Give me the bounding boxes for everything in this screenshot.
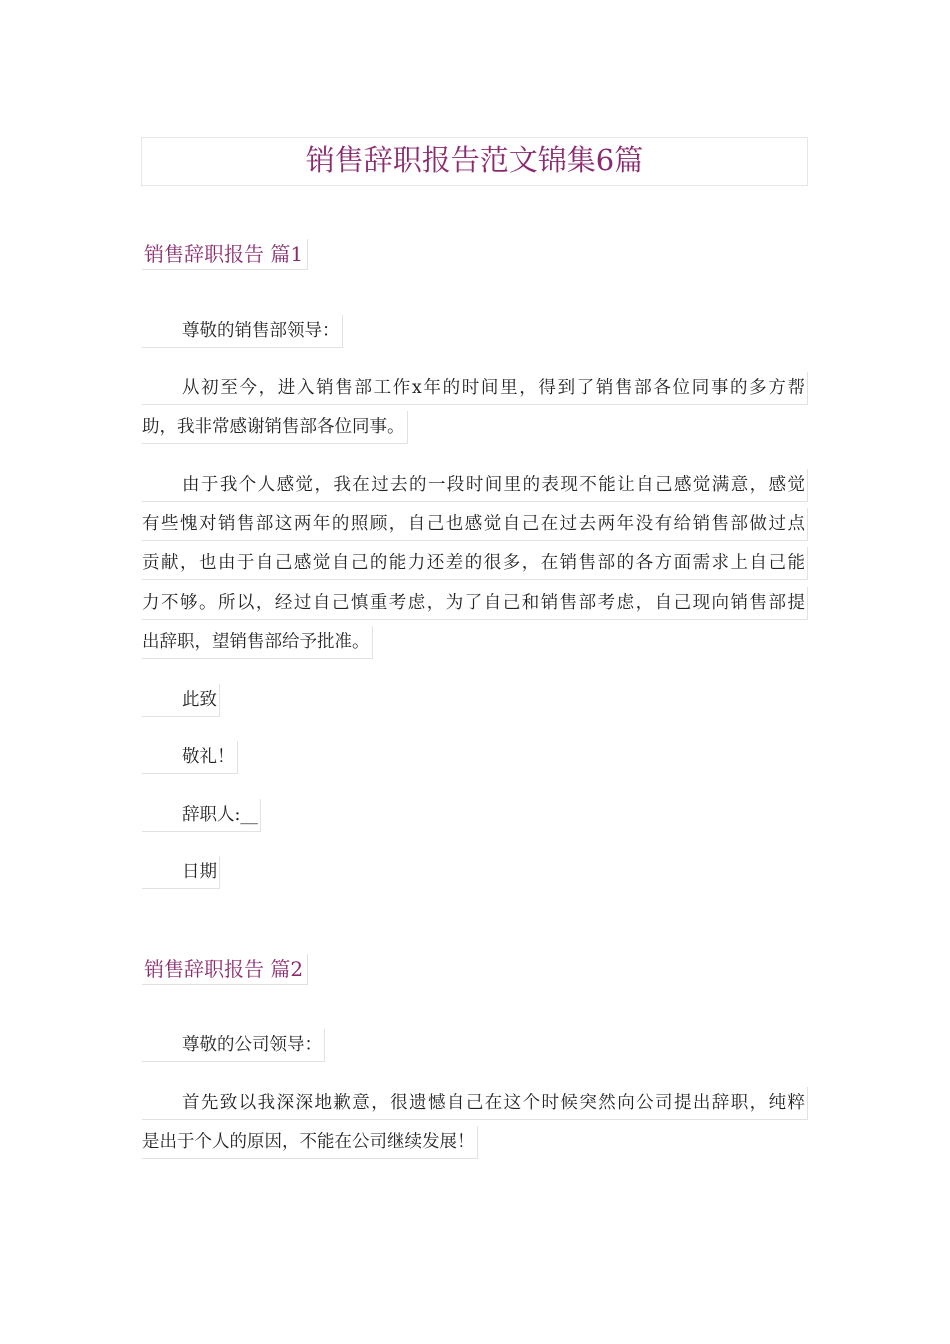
- paragraph-1-line-2: 助，我非常感谢销售部各位同事。: [142, 411, 408, 444]
- document-title: 销售辞职报告范文锦集6篇: [305, 143, 644, 177]
- paragraph-2-line-2: 有些愧对销售部这两年的照顾，自己也感觉自己在过去两年没有给销售部做过点: [142, 508, 808, 541]
- section-heading-1: 销售辞职报告 篇1: [142, 239, 308, 270]
- paragraph-2-line-1: 由于我个人感觉，我在过去的一段时间里的表现不能让自己感觉满意，感觉: [142, 469, 808, 502]
- closing-2: 敬礼！: [142, 741, 238, 774]
- salutation-2: 尊敬的公司领导：: [142, 1029, 325, 1062]
- paragraph-2-line-3: 贡献，也由于自己感觉自己的能力还差的很多，在销售部的各方面需求上自己能: [142, 547, 808, 580]
- signer-line: 辞职人:__: [142, 799, 261, 832]
- paragraph-2-line-4: 力不够。所以，经过自己慎重考虑，为了自己和销售部考虑，自己现向销售部提: [142, 587, 808, 620]
- salutation-1: 尊敬的销售部领导：: [142, 315, 343, 348]
- title-box: [141, 137, 808, 186]
- paragraph-2-line-5: 出辞职，望销售部给予批准。: [142, 626, 373, 659]
- section-2-paragraph-1-line-1: 首先致以我深深地歉意，很遗憾自己在这个时候突然向公司提出辞职，纯粹: [142, 1087, 808, 1120]
- paragraph-1-line-1: 从初至今，进入销售部工作x年的时间里，得到了销售部各位同事的多方帮: [142, 372, 808, 405]
- section-2-paragraph-1-line-2: 是出于个人的原因，不能在公司继续发展！: [142, 1126, 478, 1159]
- section-heading-2: 销售辞职报告 篇2: [142, 954, 308, 985]
- closing-1: 此致: [142, 684, 220, 717]
- date-line: 日期: [142, 856, 220, 889]
